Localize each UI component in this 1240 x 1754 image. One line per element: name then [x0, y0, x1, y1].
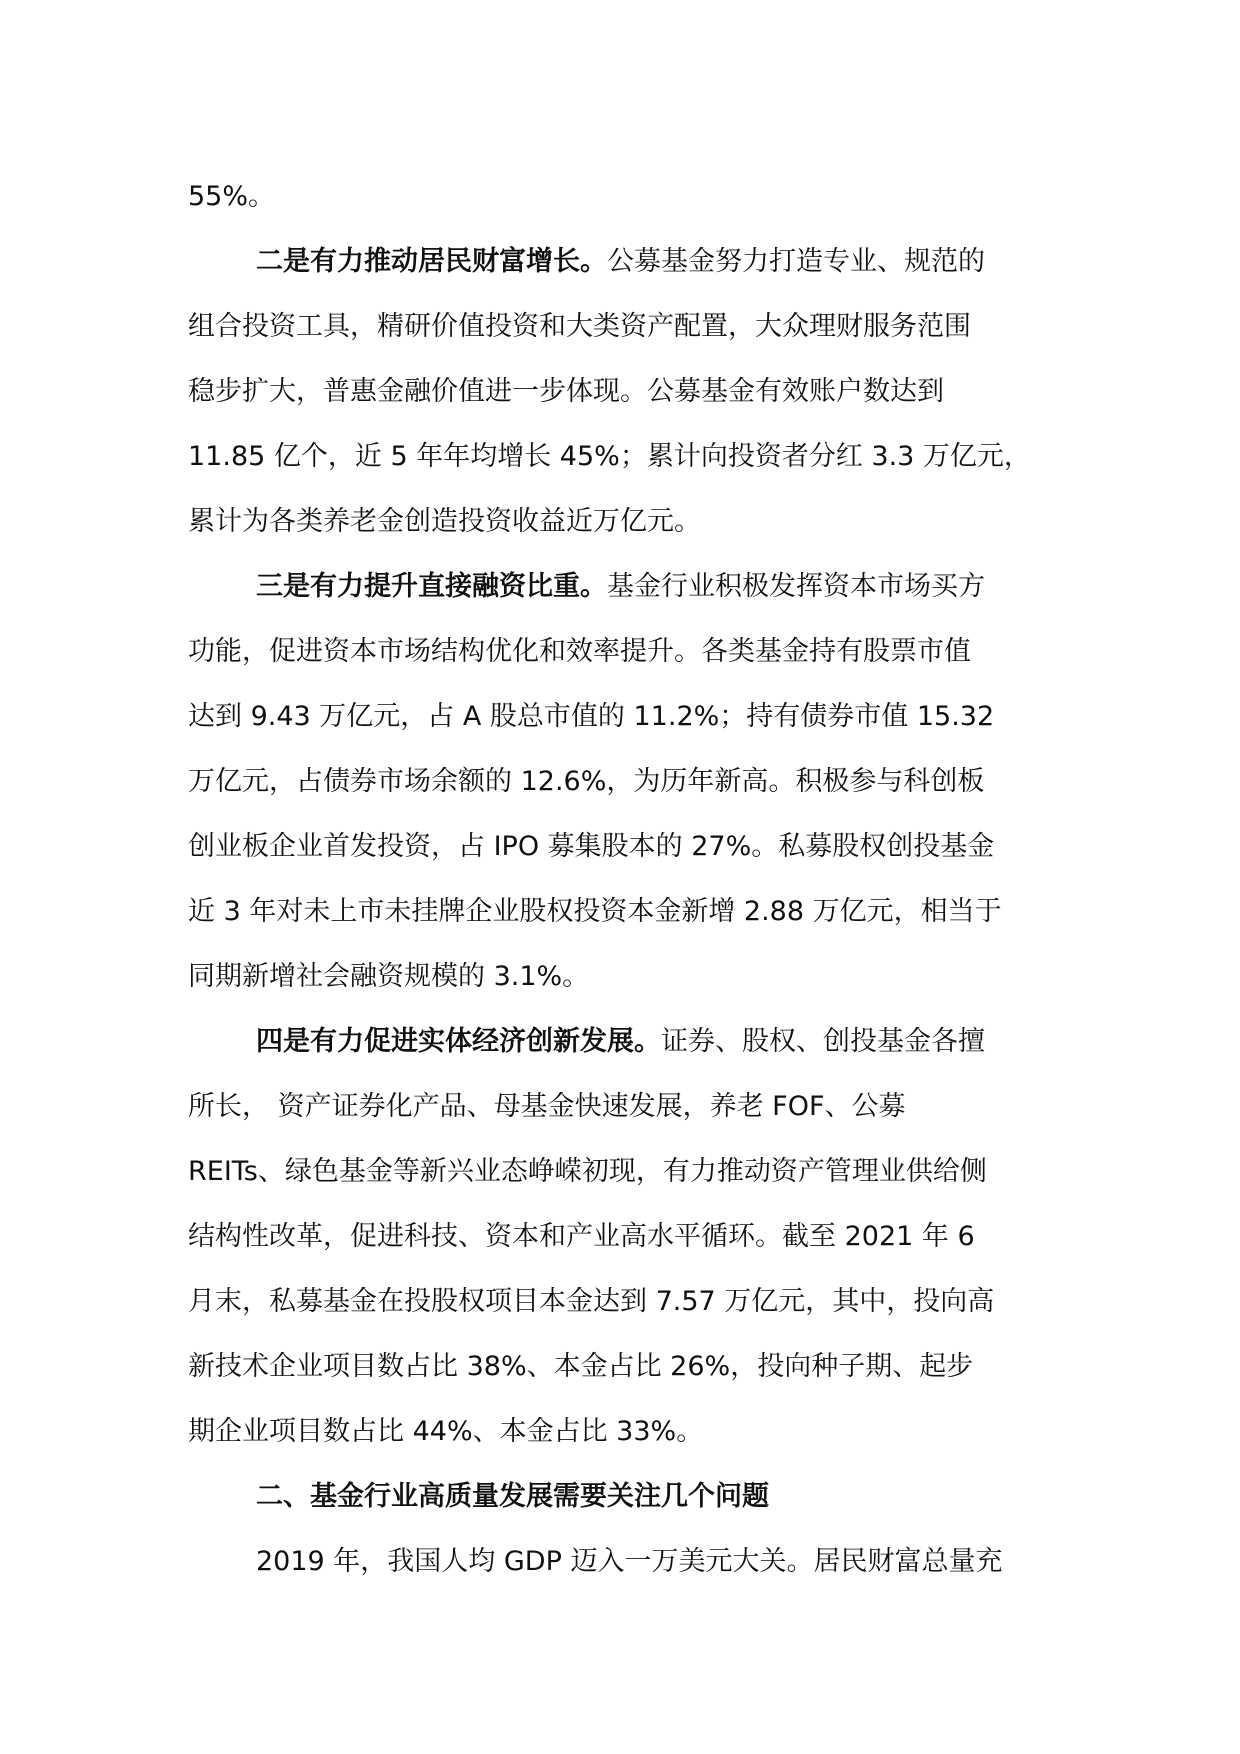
- paragraph-start: [188, 554, 1068, 619]
- paragraph-text: 基金行业积极发挥资本市场买方: [607, 571, 985, 602]
- text-line: 所长， 资产证券化产品、母基金快速发展，养老 FOF、公募: [188, 1091, 906, 1122]
- text-line: 结构性改革，促进科技、资本和产业高水平循环。截至 2021 年 6: [188, 1221, 975, 1252]
- paragraph-lead: 三是有力提升直接融资比重。: [256, 571, 607, 602]
- text-line: 万亿元，占债券市场余额的 12.6%，为历年新高。积极参与科创板: [188, 766, 985, 797]
- paragraph-lead: 四是有力促进实体经济创新发展。: [256, 1026, 661, 1057]
- text-line: 同期新增社会融资规模的 3.1%。: [188, 961, 590, 992]
- text-line: 稳步扩大，普惠金融价值进一步体现。公募基金有效账户数达到: [188, 376, 944, 407]
- paragraph-text: 证券、股权、创投基金各擅: [661, 1026, 985, 1057]
- document-page: [188, 164, 1068, 1594]
- text-line: 达到 9.43 万亿元，占 A 股总市值的 11.2%；持有债券市值 15.32: [188, 701, 995, 732]
- text-line: 累计为各类养老金创造投资收益近万亿元。: [188, 506, 701, 537]
- section-heading: 二、基金行业高质量发展需要关注几个问题: [256, 1481, 769, 1512]
- text-line: 55%。: [188, 181, 276, 212]
- paragraph-text: 公募基金努力打造专业、规范的: [607, 246, 985, 277]
- text-line: 功能，促进资本市场结构优化和效率提升。各类基金持有股票市值: [188, 636, 971, 667]
- text-line: 月末，私募基金在投股权项目本金达到 7.57 万亿元，其中，投向高: [188, 1286, 995, 1317]
- paragraph-start: [188, 1009, 1068, 1074]
- paragraph-start: 2019 年，我国人均 GDP 迈入一万美元大关。居民财富总量充: [256, 1546, 1003, 1577]
- paragraph-start: [188, 229, 1068, 294]
- paragraph-lead: 二是有力推动居民财富增长。: [256, 246, 607, 277]
- text-line: 新技术企业项目数占比 38%、本金占比 26%，投向种子期、起步: [188, 1351, 974, 1382]
- text-line: 期企业项目数占比 44%、本金占比 33%。: [188, 1416, 704, 1447]
- text-line: 11.85 亿个，近 5 年年均增长 45%；累计向投资者分红 3.3 万亿元，: [188, 441, 1031, 472]
- text-line: 组合投资工具，精研价值投资和大类资产配置，大众理财服务范围: [188, 311, 971, 342]
- text-line: 创业板企业首发投资，占 IPO 募集股本的 27%。私募股权创投基金: [188, 831, 995, 862]
- text-line: REITs、绿色基金等新兴业态峥嵘初现，有力推动资产管理业供给侧: [188, 1156, 987, 1187]
- text-line: 近 3 年对未上市未挂牌企业股权投资本金新增 2.88 万亿元，相当于: [188, 896, 1002, 927]
